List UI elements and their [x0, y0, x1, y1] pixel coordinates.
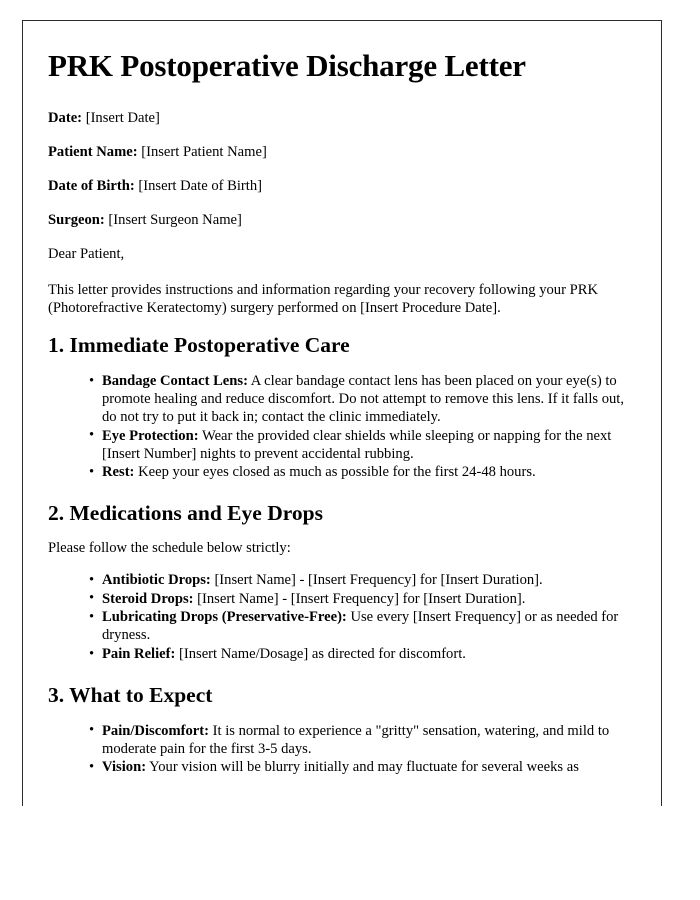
list-item	[89, 608, 635, 644]
list-item-term: Pain/Discomfort:	[102, 722, 209, 739]
list-item-term: Vision:	[102, 759, 147, 776]
field-date-value: [Insert Date]	[85, 109, 160, 126]
list-item-term: Antibiotic Drops:	[102, 572, 211, 589]
list-item	[89, 758, 635, 776]
section-2-lead-in: Please follow the schedule below strictly:	[48, 539, 291, 556]
field-surgeon	[48, 212, 635, 230]
section-1-bullet-list	[48, 372, 635, 481]
list-item-text: A clear bandage contact lens has been placed on your eye(s) to promote healing and reduce discomfort. Do not attempt to remove this lens. If it falls out, do not try to put it back in; contact the clinic immediately.	[102, 373, 625, 426]
field-date-of-birth	[48, 178, 635, 196]
list-item-term: Steroid Drops:	[102, 590, 194, 607]
list-item	[89, 645, 635, 663]
list-item	[89, 427, 635, 463]
intro-paragraph: This letter provides instructions and information regarding your recovery following your PRK (Photorefractive Keratectomy) surgery performed on [Insert Procedure Date].	[48, 282, 598, 317]
list-item-text: Use every [Insert Frequency] or as needed for dryness.	[102, 609, 619, 644]
list-item-text: It is normal to experience a "gritty" sensation, watering, and mild to moderate pain for the first 3-5 days.	[102, 722, 610, 757]
list-item-text: [Insert Name] - [Insert Frequency] for [Insert Duration].	[210, 572, 543, 589]
list-item-text: Keep your eyes closed as much as possible for the first 24-48 hours.	[134, 464, 536, 481]
section-heading-1: 1. Immediate Postoperative Care	[48, 333, 350, 358]
list-item-term: Rest:	[102, 464, 135, 481]
list-item-text: Wear the provided clear shields while sleeping or napping for the next [Insert Number] nights to prevent accidental rubbing.	[102, 427, 612, 462]
list-item-term: Lubricating Drops (Preservative-Free):	[102, 609, 347, 626]
document-body	[23, 21, 661, 776]
page-title: PRK Postoperative Discharge Letter	[48, 48, 526, 83]
salutation: Dear Patient,	[48, 245, 125, 262]
field-date	[48, 110, 635, 128]
list-item	[89, 463, 635, 481]
field-date-label: Date:	[48, 109, 83, 126]
list-item-text: [Insert Name/Dosage] as directed for discomfort.	[175, 646, 466, 662]
list-item-term: Pain Relief:	[102, 646, 176, 662]
section-heading-2: 2. Medications and Eye Drops	[48, 501, 323, 526]
list-item-term: Eye Protection:	[102, 427, 199, 444]
field-patient-name	[48, 144, 635, 162]
section-heading-3: 3. What to Expect	[48, 683, 213, 708]
field-patient-name-label: Patient Name:	[48, 143, 138, 160]
field-date-of-birth-label: Date of Birth:	[48, 177, 135, 194]
list-item	[89, 722, 635, 758]
field-surgeon-value: [Insert Surgeon Name]	[108, 211, 242, 228]
field-patient-name-value: [Insert Patient Name]	[141, 143, 267, 160]
list-item	[89, 571, 635, 589]
field-surgeon-label: Surgeon:	[48, 211, 105, 228]
section-2-bullet-list	[48, 571, 635, 663]
section-3-bullet-list	[48, 722, 635, 777]
list-item-term: Bandage Contact Lens:	[102, 373, 248, 390]
list-item	[89, 372, 635, 426]
list-item-text: Your vision will be blurry initially and may fluctuate for several weeks as	[146, 759, 579, 776]
field-date-of-birth-value: [Insert Date of Birth]	[138, 177, 262, 194]
list-item-text: [Insert Name] - [Insert Frequency] for [Insert Duration].	[193, 590, 526, 607]
list-item	[89, 590, 635, 608]
document-page	[22, 20, 662, 806]
